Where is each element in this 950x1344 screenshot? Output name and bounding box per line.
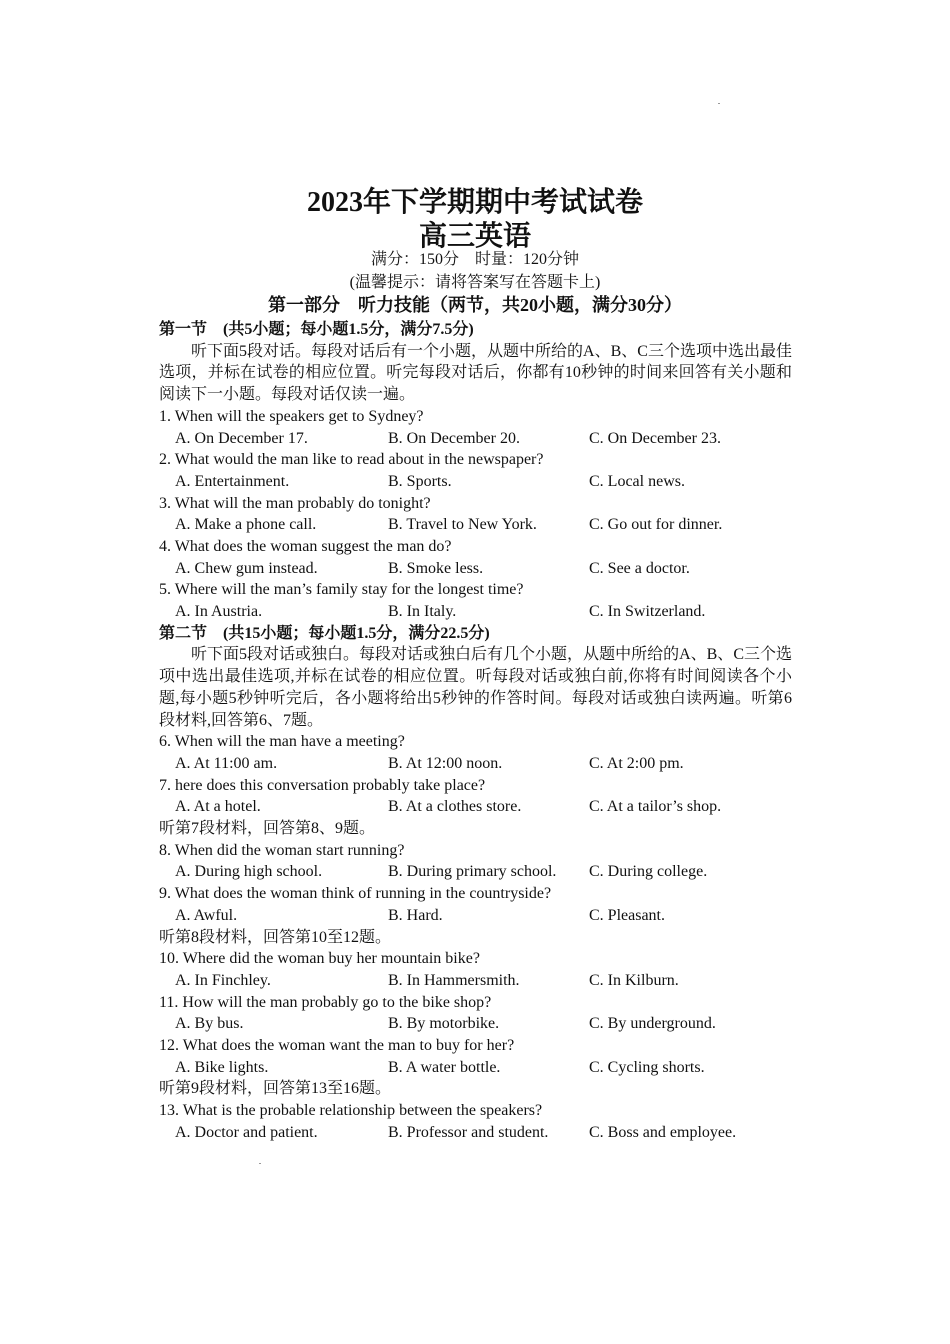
answer-options: [159, 905, 792, 927]
question-stem: 7. here does this conversation probably take place?: [159, 776, 486, 794]
section-two-title: 第二节 (共15小题；每小题1.5分，满分22.5分): [159, 624, 490, 642]
option-b: B. On December 20.: [388, 429, 520, 447]
option-c: C. Local news.: [589, 472, 685, 490]
option-c: C. During college.: [589, 863, 708, 881]
option-a: A. During high school.: [175, 863, 323, 881]
option-c: C. At 2:00 pm.: [589, 754, 684, 772]
option-b: B. By motorbike.: [388, 1015, 500, 1033]
section-two-instructions: 听下面5段对话或独白。每段对话或独白后有几个小题，从题中所给的A、B、C三个选项中选出最佳选项,并标在试卷的相应位置。听每段对话或独白前,你将有时间阅读各个小题,每小题5秒钟听完后，各小题将给出5秒钟的作答时间。每段对话或独白读两遍。听第6段材料,回答第6、7题。: [159, 646, 792, 729]
question-stem: 1. When will the speakers get to Sydney?: [159, 407, 424, 425]
option-c: C. On December 23.: [589, 429, 721, 447]
option-a: A. Chew gum instead.: [175, 559, 318, 577]
answer-options: [159, 796, 792, 818]
question-stem: 13. What is the probable relationship between the speakers?: [159, 1102, 543, 1120]
question-1: [159, 406, 792, 449]
scan-speck: [718, 103, 720, 104]
answer-options: [159, 428, 792, 450]
question-11: [159, 992, 792, 1035]
option-b: B. Professor and student.: [388, 1123, 549, 1141]
option-c: C. By underground.: [589, 1015, 716, 1033]
question-3: [159, 493, 792, 536]
option-c: C. Cycling shorts.: [589, 1058, 705, 1076]
option-b: B. Smoke less.: [388, 559, 484, 577]
answer-options: [159, 601, 792, 623]
question-stem: 11. How will the man probably go to the bike shop?: [159, 993, 492, 1011]
option-a: A. In Finchley.: [175, 971, 271, 989]
question-6: [159, 731, 792, 774]
question-stem: 6. When will the man have a meeting?: [159, 733, 405, 751]
option-b: B. In Hammersmith.: [388, 971, 520, 989]
material-note-8: 听第8段材料，回答第10至12题。: [159, 928, 392, 946]
option-c: C. In Switzerland.: [589, 603, 706, 621]
option-c: C. Pleasant.: [589, 906, 665, 924]
exam-subject: 高三英语: [418, 221, 531, 252]
option-c: C. Go out for dinner.: [589, 516, 723, 534]
question-stem: 2. What would the man like to read about in the newspaper?: [159, 451, 544, 469]
option-c: C. See a doctor.: [589, 559, 690, 577]
question-stem: 12. What does the woman want the man to buy for her?: [159, 1037, 515, 1055]
question-9: [159, 883, 792, 926]
part-one-title: 第一部分 听力技能（两节，共20小题，满分30分）: [268, 295, 682, 315]
answer-options: [159, 1057, 792, 1079]
option-b: B. At 12:00 noon.: [388, 754, 503, 772]
material-note-9: 听第9段材料，回答第13至16题。: [159, 1080, 392, 1098]
material-note-7: 听第7段材料，回答第8、9题。: [159, 820, 376, 838]
option-a: A. On December 17.: [175, 429, 308, 447]
question-stem: 5. Where will the man’s family stay for the longest time?: [159, 581, 524, 599]
question-2: [159, 449, 792, 492]
answer-options: [159, 471, 792, 493]
option-a: A. Entertainment.: [175, 472, 290, 490]
question-stem: 9. What does the woman think of running in the countryside?: [159, 885, 552, 903]
option-c: C. In Kilburn.: [589, 971, 679, 989]
option-a: A. By bus.: [175, 1015, 244, 1033]
option-a: A. Doctor and patient.: [175, 1123, 318, 1141]
option-b: B. A water bottle.: [388, 1058, 501, 1076]
exam-score-time: 满分：150分 时量：120分钟: [370, 251, 579, 268]
question-12: [159, 1035, 792, 1078]
section-one-instructions: 听下面5段对话。每段对话后有一个小题，从题中所给的A、B、C三个选项中选出最佳选项，并标在试卷的相应位置。听完每段对话后，你都有10秒钟的时间来回答有关小题和阅读下一小题。每段对话仅读一遍。: [159, 342, 792, 404]
exam-reminder: (温馨提示：请将答案写在答题卡上): [349, 274, 601, 291]
scan-speck: [259, 1163, 261, 1164]
question-stem: 3. What will the man probably do tonight?: [159, 494, 431, 512]
exam-title: 2023年下学期期中考试试卷: [306, 187, 643, 218]
answer-options: [159, 753, 792, 775]
answer-options: [159, 558, 792, 580]
option-b: B. In Italy.: [388, 603, 457, 621]
option-a: A. Bike lights.: [175, 1058, 269, 1076]
question-13: [159, 1100, 792, 1143]
option-a: A. At 11:00 am.: [175, 754, 278, 772]
option-b: B. Hard.: [388, 906, 443, 924]
question-stem: 8. When did the woman start running?: [159, 841, 405, 859]
option-a: A. Make a phone call.: [175, 516, 317, 534]
exam-content: [159, 319, 792, 1144]
option-c: C. At a tailor’s shop.: [589, 798, 722, 816]
answer-options: [159, 1013, 792, 1035]
option-b: B. During primary school.: [388, 863, 557, 881]
answer-options: [159, 970, 792, 992]
question-4: [159, 536, 792, 579]
option-b: B. Sports.: [388, 472, 452, 490]
option-c: C. Boss and employee.: [589, 1123, 737, 1141]
section-one-title: 第一节 (共5小题；每小题1.5分，满分7.5分): [159, 321, 474, 338]
option-a: A. Awful.: [175, 906, 238, 924]
option-a: A. At a hotel.: [175, 798, 261, 816]
question-10: [159, 948, 792, 991]
answer-options: [159, 1122, 792, 1144]
answer-options: [159, 861, 792, 883]
question-stem: 10. Where did the woman buy her mountain bike?: [159, 950, 480, 968]
option-b: B. Travel to New York.: [388, 516, 537, 534]
option-b: B. At a clothes store.: [388, 798, 522, 816]
question-8: [159, 840, 792, 883]
answer-options: [159, 514, 792, 536]
question-5: [159, 579, 792, 622]
question-stem: 4. What does the woman suggest the man do?: [159, 537, 452, 555]
question-7: [159, 775, 792, 818]
option-a: A. In Austria.: [175, 603, 263, 621]
